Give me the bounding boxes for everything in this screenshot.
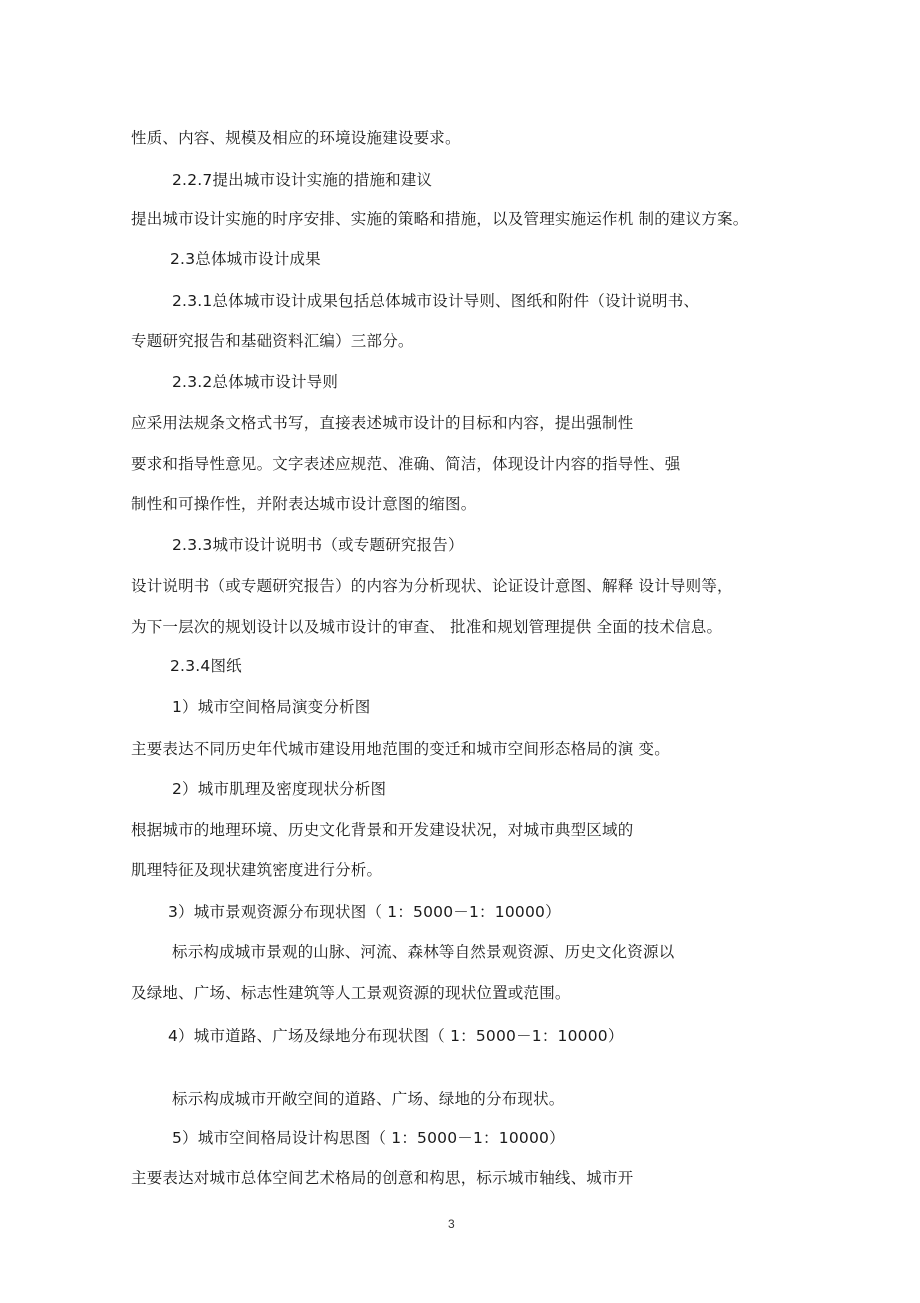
section-heading-2-3-4: 2.3.4图纸 (170, 657, 242, 675)
text-line: 制性和可操作性，并附表达城市设计意图的缩图。 (131, 495, 477, 513)
text-line: 要求和指导性意见。文字表述应规范、准确、简洁，体现设计内容的指导性、强 (131, 455, 681, 473)
section-heading-2-3-1: 2.3.1总体城市设计成果包括总体城市设计导则、图纸和附件（设计说明书、 (172, 292, 700, 310)
list-item-heading: 1）城市空间格局演变分析图 (172, 698, 371, 716)
text-line: 专题研究报告和基础资料汇编）三部分。 (131, 332, 414, 350)
list-item-heading: 5）城市空间格局设计构思图（ 1：5000－1：10000） (172, 1129, 565, 1147)
text-line: 标示构成城市开敞空间的道路、广场、绿地的分布现状。 (172, 1090, 565, 1108)
text-line: 及绿地、广场、标志性建筑等人工景观资源的现状位置或范围。 (131, 984, 571, 1002)
text-line: 应采用法规条文格式书写，直接表述城市设计的目标和内容，提出强制性 (131, 414, 634, 432)
text-line: 主要表达不同历史年代城市建设用地范围的变迁和城市空间形态格局的演 变。 (131, 740, 670, 758)
section-heading-2-2-7: 2.2.7提出城市设计实施的措施和建议 (172, 171, 433, 189)
page-number: 3 (448, 1217, 455, 1231)
text-line: 肌理特征及现状建筑密度进行分析。 (131, 861, 383, 879)
list-item-heading: 2）城市肌理及密度现状分析图 (172, 780, 387, 798)
list-item-heading: 4）城市道路、广场及绿地分布现状图（ 1：5000－1：10000） (168, 1027, 624, 1045)
text-line: 为下一层次的规划设计以及城市设计的审查、 批准和规划管理提供 全面的技术信息。 (131, 618, 723, 636)
section-heading-2-3-2: 2.3.2总体城市设计导则 (172, 373, 339, 391)
section-heading-2-3-3: 2.3.3城市设计说明书（或专题研究报告） (172, 536, 464, 554)
list-item-heading: 3）城市景观资源分布现状图（ 1：5000－1：10000） (168, 903, 561, 921)
text-line: 根据城市的地理环境、历史文化背景和开发建设状况，对城市典型区域的 (131, 821, 634, 839)
text-line: 设计说明书（或专题研究报告）的内容为分析现状、论证设计意图、解释 设计导则等， (131, 577, 733, 595)
text-line: 标示构成城市景观的山脉、河流、森林等自然景观资源、历史文化资源以 (172, 943, 675, 961)
text-line: 性质、内容、规模及相应的环境设施建设要求。 (131, 129, 461, 147)
text-line: 提出城市设计实施的时序安排、实施的策略和措施，以及管理实施运作机 制的建议方案。 (131, 210, 749, 228)
section-heading-2-3: 2.3总体城市设计成果 (170, 250, 321, 268)
text-line: 主要表达对城市总体空间艺术格局的创意和构思，标示城市轴线、城市开 (131, 1169, 634, 1187)
